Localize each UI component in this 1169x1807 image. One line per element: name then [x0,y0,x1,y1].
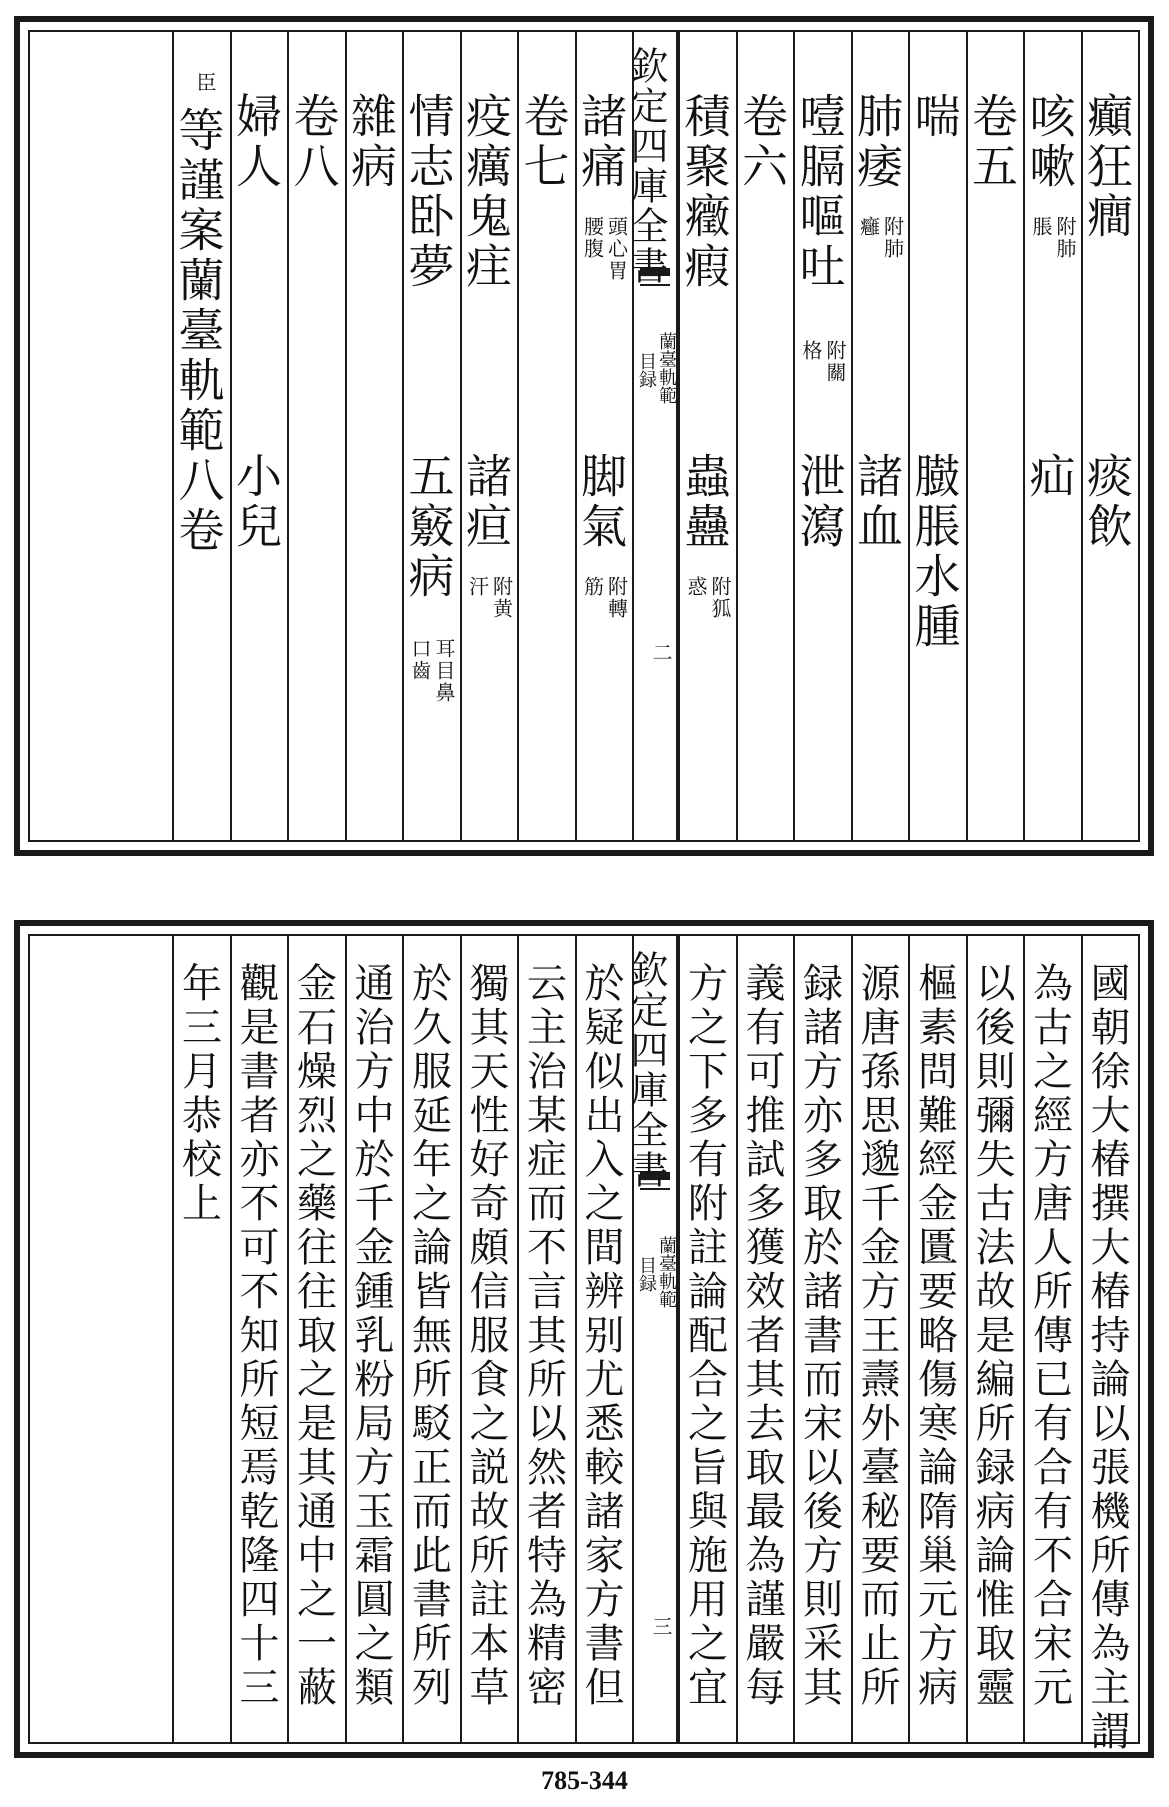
bottom-inner-col-r7-text: 方之下多有附註論配合之旨與施用之宜 [681,962,728,1710]
top-inner-col-l5-text: 卷八 [286,92,341,192]
top-inner-col-l6 [230,32,288,840]
bottom-page-frame [14,920,1154,1758]
bottom-inner-col-r3 [908,936,966,1742]
top-inner-col-l0-lower: 脚氣 [574,452,628,552]
top-inner-col-r4-note-1: 癰 [856,216,881,238]
bottom-inner-spine [624,936,678,1742]
top-inner-col-r0-text: 癲狂癎 [1080,92,1134,242]
bottom-inner-spine-sub-0: 蘭臺軌範 [656,1236,677,1308]
top-inner-col-r1-text: 咳嗽 [1022,92,1077,192]
bottom-inner-col-r3-text: 樞素問難經金匱要略傷寒論隋巢元方病 [911,962,958,1710]
bottom-inner-col-l2 [460,936,518,1742]
top-inner-col-l2-text: 疫癘鬼疰 [459,92,513,292]
bottom-inner-col-l7 [172,936,230,1742]
top-inner-col-r4-note-0: 附肺 [880,216,905,260]
bottom-inner-spine-title: 欽定四庫全書 [624,950,668,1190]
top-inner-col-l0-note-1: 腰腹 [580,216,605,260]
bottom-inner-col-l4 [345,936,403,1742]
bottom-inner-col-l4-text: 通治方中於千金鍾乳粉局方玉霜圓之類 [348,962,394,1710]
top-inner-col-r7-lower-note-0: 附狐 [708,576,732,620]
top-inner-spine-sub-0: 蘭臺軌範 [656,332,677,404]
page-number: 785-344 [541,1766,628,1795]
top-inner-col-l0-note-0: 頭心胃 [604,216,629,282]
top-inner-col-r1 [1023,32,1081,840]
top-inner-col-l3 [402,32,460,840]
top-inner-spine-title: 欽定四庫全書 [624,46,668,286]
top-inner-col-r0-lower: 痰飲 [1080,452,1134,552]
top-inner-col-r1-note-0: 附肺 [1053,216,1077,260]
bottom-inner-col-l7-text: 年三月恭校上 [175,962,222,1226]
top-inner-col-r6 [736,32,794,840]
bottom-inner-col-r4-text: 源唐孫思邈千金方王燾外臺秘要而止所 [854,962,900,1710]
top-page-frame [14,16,1154,856]
bottom-inner-col-r5-text: 録諸方亦多取於諸書而宋以後方則采其 [796,962,843,1710]
top-inner-col-r0 [1081,32,1139,840]
bottom-inner-col-l5 [287,936,345,1742]
top-inner-col-r1-lower: 疝 [1022,452,1077,502]
top-inner-col-r5-lower: 泄瀉 [792,452,847,552]
top-inner-col-r5-note-1: 格 [799,340,823,362]
top-inner-col-l2-lower-note-1: 汗 [465,576,490,598]
top-inner-col-l0-text: 諸痛 [574,92,628,192]
bottom-inner-col-r1 [1023,936,1081,1742]
bottom-inner-spine-sub-1: 目録 [636,1256,657,1292]
top-inner-col-r5-text: 噎膈嘔吐 [792,92,847,292]
top-inner-col-r3 [908,32,966,840]
bottom-inner-col-r5 [793,936,851,1742]
top-inner-col-r4 [851,32,909,840]
top-inner-col-r1-note-1: 脹 [1029,216,1053,238]
top-inner-col-r3-lower: 臌脹水腫 [907,452,962,652]
bottom-inner-col-l6 [230,936,288,1742]
top-inner-col-r2-text: 卷五 [965,92,1019,192]
top-inner-col-r4-lower: 諸血 [850,452,904,552]
top-inner-col-l5 [287,32,345,840]
top-inner-col-l2 [460,32,518,840]
top-inner-col-r5 [793,32,851,840]
bottom-inner-col-r7 [678,936,736,1742]
top-inner-col-l2-lower: 諸疸 [459,452,513,552]
bottom-inner-col-r0-text: 國朝徐大椿撰大椿持論以張機所傳為主謂 [1084,962,1130,1754]
bottom-inner-col-l0-text: 於疑似出入之間辨别尤悉較諸家方書但 [578,962,624,1710]
bottom-inner-col-l2-text: 獨其天性好奇頗信服食之説故所註本草 [463,962,509,1710]
top-inner-col-l7-text: 等謹案蘭臺軌範八卷 [171,106,226,556]
top-inner-col-r4-text: 肺痿 [850,92,904,192]
top-inner-col-l3-lower: 五竅病 [401,452,456,602]
top-inner-col-l4 [345,32,403,840]
bottom-inner-col-l3-text: 於久服延年之論皆無所駁正而此書所列 [405,962,452,1710]
top-inner-col-r3-text: 喘 [907,92,962,142]
top-inner-col-l3-lower-note-0: 耳目鼻 [432,638,456,704]
bottom-inner-col-r0 [1081,936,1139,1754]
bottom-inner-col-r6-text: 義有可推試多獲效者其去取最為謹嚴每 [739,962,785,1710]
top-inner-col-l2-lower-note-0: 附黄 [489,576,514,620]
bottom-page-columns [28,934,1140,1754]
top-inner-col-l4-text: 雜病 [344,92,398,192]
bottom-inner-spine-fishtail-lower [640,1188,670,1190]
top-inner-col-l0-lower-note-0: 附轉 [604,576,629,620]
top-inner-col-r5-note-0: 附關 [823,340,847,384]
bottom-inner-col-l1-text: 云主治某症而不言其所以然者特為精密 [520,962,567,1710]
top-inner-col-l0 [575,32,633,840]
top-inner-col-l6-text: 婦人 [229,92,283,192]
top-inner-col-l1-text: 卷七 [516,92,571,192]
bottom-inner-col-r4 [851,936,909,1742]
top-inner-spine-fishtail-lower [640,284,670,286]
top-inner-col-r7-lower-note-1: 惑 [684,576,708,598]
top-inner-col-r7 [678,32,736,840]
bottom-inner-col-l0 [575,936,633,1742]
bottom-inner-col-r1-text: 為古之經方唐人所傳已有合有不合宋元 [1026,962,1073,1710]
bottom-inner-col-l5-text: 金石燥烈之藥往往取之是其通中之一蔽 [290,962,337,1710]
top-inner-col-r7-lower: 蟲蠱 [677,452,732,552]
top-inner-spine [624,32,678,840]
top-inner-spine-sub-1: 目録 [636,352,657,388]
top-inner-spine-page: 二 [649,642,673,662]
bottom-inner-spine-fishtail [640,1172,670,1180]
bottom-inner-col-l3 [402,936,460,1742]
bottom-inner-col-r2-text: 以後則彌失古法故是編所録病論惟取靈 [969,962,1015,1710]
top-inner-col-l7-prefix: 臣 [193,72,217,94]
bottom-inner-col-r2 [966,936,1024,1742]
top-inner-spine-fishtail [640,268,670,276]
top-inner-col-l3-lower-note-1: 口齒 [408,638,432,682]
top-inner-col-r2 [966,32,1024,840]
top-inner-col-l6-lower: 小兒 [229,452,283,552]
bottom-inner-col-r6 [736,936,794,1742]
top-page-columns [28,30,1140,842]
bottom-inner-spine-page: 三 [649,1616,673,1636]
bottom-inner-col-l1 [517,936,575,1742]
top-inner-col-r6-text: 卷六 [735,92,789,192]
top-inner-col-l3-text: 情志卧夢 [401,92,456,292]
top-inner-col-l7 [172,32,230,840]
bottom-inner-col-l6-text: 觀是書者亦不可不知所短焉乾隆四十三 [233,962,279,1710]
top-inner-col-l0-lower-note-1: 筋 [580,576,605,598]
top-inner-col-r7-text: 積聚癥瘕 [677,92,732,292]
top-inner-col-l1 [517,32,575,840]
